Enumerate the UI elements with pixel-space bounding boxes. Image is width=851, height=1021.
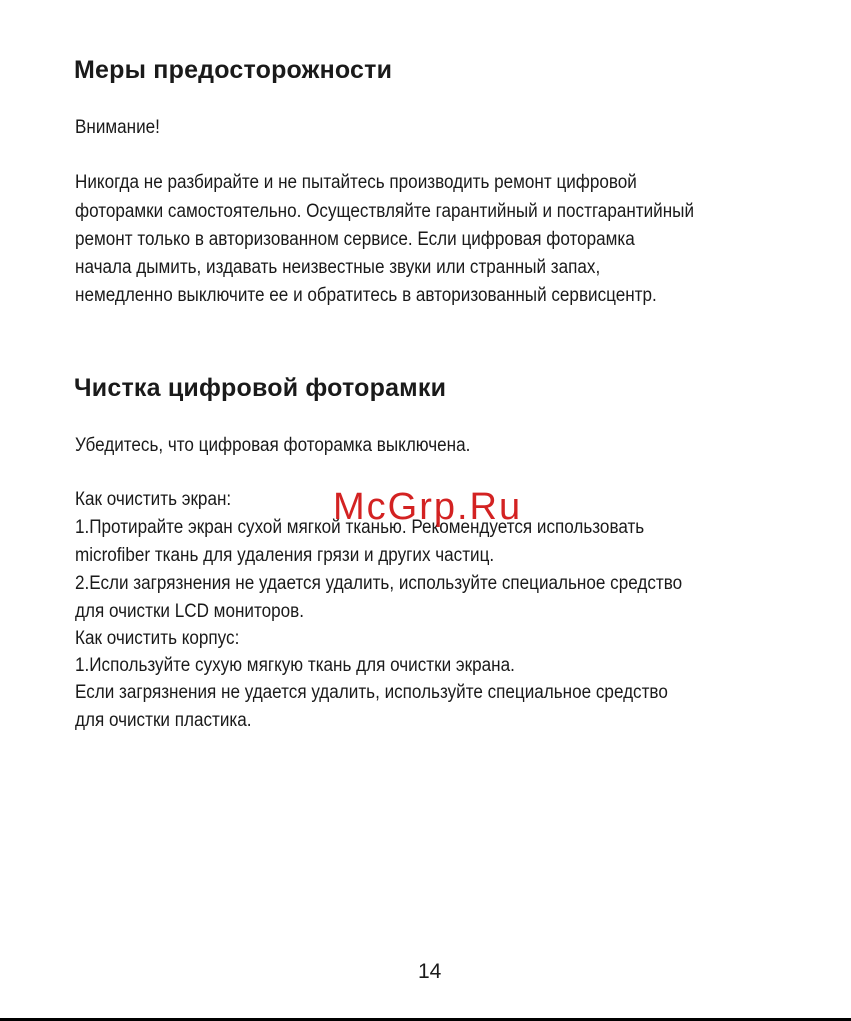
cleaning-intro: Убедитесь, что цифровая фоторамка выключена.	[75, 435, 471, 456]
watermark-logo: McGrp.Ru	[333, 486, 523, 528]
cleaning-line: Если загрязнения не удается удалить, используйте специальное средство	[75, 682, 668, 703]
cleaning-line: microfiber ткань для удаления грязи и других частиц.	[75, 545, 495, 566]
cleaning-line: Как очистить экран:	[75, 489, 232, 510]
section-title-precautions: Меры предосторожности	[74, 56, 393, 84]
cleaning-line: 1.Используйте сухую мягкую ткань для очистки экрана.	[75, 655, 515, 676]
cleaning-line: 1.Протирайте экран сухой мягкой тканью. Рекомендуется использовать	[75, 517, 645, 538]
warning-label: Внимание!	[75, 117, 160, 138]
precautions-line: немедленно выключите ее и обратитесь в авторизованный сервисцентр.	[75, 285, 657, 306]
cleaning-line: для очистки LCD мониторов.	[75, 601, 304, 622]
precautions-line: ремонт только в авторизованном сервисе. Если цифровая фоторамка	[75, 229, 635, 250]
cleaning-line: 2.Если загрязнения не удается удалить, используйте специальное средство	[75, 573, 683, 594]
section-title-cleaning: Чистка цифровой фоторамки	[74, 374, 447, 402]
precautions-line: Никогда не разбирайте и не пытайтесь производить ремонт цифровой	[75, 172, 637, 193]
precautions-line: начала дымить, издавать неизвестные звуки или странный запах,	[75, 257, 601, 278]
page-number: 14	[418, 960, 442, 983]
cleaning-line: для очистки пластика.	[75, 710, 252, 731]
cleaning-line: Как очистить корпус:	[75, 628, 240, 649]
precautions-line: фоторамки самостоятельно. Осуществляйте гарантийный и постгарантийный	[75, 201, 695, 222]
